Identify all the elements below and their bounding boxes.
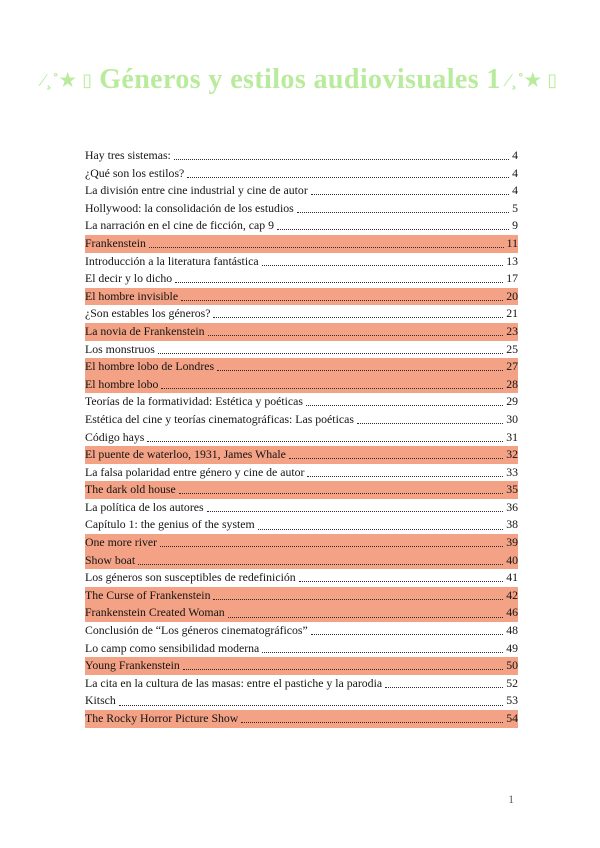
toc-entry[interactable] [85, 165, 518, 183]
toc-entry[interactable] [85, 499, 518, 517]
toc-entry-label: La falsa polaridad entre género y cine de autor [85, 464, 305, 479]
toc-entry-page: 48 [506, 623, 518, 638]
dotted-leader [208, 335, 504, 336]
dotted-leader [149, 247, 504, 248]
toc-entry-page: 32 [506, 447, 518, 462]
toc-entry[interactable] [85, 376, 518, 394]
toc-entry[interactable] [85, 675, 518, 693]
toc-entry-label: El hombre invisible [85, 288, 179, 303]
toc-entry[interactable] [85, 587, 518, 605]
toc-entry-label: ¿Son estables los géneros? [85, 306, 211, 321]
toc-entry-label: Show boat [85, 552, 136, 567]
toc-entry[interactable] [85, 516, 518, 534]
dotted-leader [187, 177, 509, 178]
toc-entry-page: 23 [506, 323, 518, 338]
toc-entry[interactable] [85, 710, 518, 728]
dotted-leader [119, 705, 503, 706]
dotted-leader [262, 265, 504, 266]
dotted-leader [161, 388, 503, 389]
sparkle-decoration-right: ∕¸˚★ ▯ [506, 70, 559, 90]
dotted-leader [174, 159, 509, 160]
dotted-leader [307, 476, 503, 477]
toc-entry-page: 35 [506, 482, 518, 497]
toc-entry-page: 9 [512, 218, 518, 233]
dotted-leader [297, 212, 509, 213]
toc-entry-label: Kitsch [85, 693, 116, 708]
toc-entry-page: 33 [506, 464, 518, 479]
sparkle-decoration-left: ∕¸˚★ ▯ [41, 70, 94, 90]
toc-entry[interactable] [85, 393, 518, 411]
toc-entry[interactable] [85, 147, 518, 165]
toc-entry-label: Frankenstein Created Woman [85, 605, 225, 620]
toc-entry[interactable] [85, 622, 518, 640]
toc-entry-page: 4 [512, 183, 518, 198]
toc-entry-label: The Curse of Frankenstein [85, 587, 211, 602]
toc-entry[interactable] [85, 288, 518, 306]
toc-entry-page: 30 [506, 411, 518, 426]
toc-entry-label: One more river [85, 535, 158, 550]
dotted-leader [311, 634, 503, 635]
toc-entry[interactable] [85, 182, 518, 200]
toc-entry-page: 20 [506, 288, 518, 303]
toc-entry-page: 29 [506, 394, 518, 409]
toc-entry[interactable] [85, 692, 518, 710]
dotted-leader [147, 441, 503, 442]
toc-entry-label: El hombre lobo de Londres [85, 359, 215, 374]
toc-entry[interactable] [85, 446, 518, 464]
toc-entry[interactable] [85, 657, 518, 675]
dotted-leader [181, 300, 503, 301]
toc-entry-page: 39 [506, 535, 518, 550]
dotted-leader [241, 722, 503, 723]
dotted-leader [306, 405, 503, 406]
toc-entry-label: La novia de Frankenstein [85, 323, 205, 338]
toc-entry-label: The dark old house [85, 482, 176, 497]
dotted-leader [299, 581, 504, 582]
page-title-text: Géneros y estilos audiovisuales 1 [99, 64, 501, 95]
toc-entry-page: 46 [506, 605, 518, 620]
toc-entry-page: 40 [506, 552, 518, 567]
toc-entry-label: El decir y lo dicho [85, 271, 173, 286]
dotted-leader [385, 687, 503, 688]
dotted-leader [207, 511, 504, 512]
dotted-leader [213, 317, 503, 318]
toc-entry-page: 11 [506, 235, 518, 250]
dotted-leader [175, 282, 503, 283]
toc-entry-label: Conclusión de “Los géneros cinematográficos” [85, 623, 308, 638]
toc-entry[interactable] [85, 464, 518, 482]
toc-entry-page: 36 [506, 499, 518, 514]
toc-entry-label: Lo camp como sensibilidad moderna [85, 640, 260, 655]
toc-entry-page: 4 [512, 148, 518, 162]
toc-entry-label: Los géneros son susceptibles de redefinición [85, 570, 296, 585]
page-title [0, 64, 600, 96]
toc-entry-label: Young Frankenstein [85, 658, 180, 673]
toc-entry[interactable] [85, 411, 518, 429]
toc-entry-label: Estética del cine y teorías cinematográficas: Las poéticas [85, 411, 354, 426]
dotted-leader [289, 458, 503, 459]
footer-page-number: 1 [508, 794, 514, 806]
toc-entry-page: 49 [506, 640, 518, 655]
toc-entry-label: The Rocky Horror Picture Show [85, 711, 239, 725]
toc-entry[interactable] [85, 569, 518, 587]
toc-entry-label: Teorías de la formatividad: Estética y poéticas [85, 394, 303, 409]
dotted-leader [357, 423, 503, 424]
dotted-leader [217, 370, 503, 371]
toc-entry-page: 42 [506, 587, 518, 602]
toc-entry[interactable] [85, 358, 518, 376]
toc-entry[interactable] [85, 253, 518, 271]
toc-entry[interactable] [85, 640, 518, 658]
toc-entry[interactable] [85, 534, 518, 552]
toc-entry-label: Los monstruos [85, 341, 155, 356]
toc-entry-page: 31 [506, 429, 518, 444]
dotted-leader [262, 652, 503, 653]
toc-entry[interactable] [85, 552, 518, 570]
toc-entry-page: 5 [512, 200, 518, 215]
toc-entry[interactable] [85, 604, 518, 622]
toc-entry-label: La narración en el cine de ficción, cap 9 [85, 218, 274, 233]
toc-entry[interactable] [85, 481, 518, 499]
toc-entry-page: 13 [506, 253, 518, 268]
toc-entry-label: El puente de waterloo, 1931, James Whale [85, 447, 286, 462]
toc-entry-label: La división entre cine industrial y cine de autor [85, 183, 308, 198]
toc-entry-label: La política de los autores [85, 499, 204, 514]
toc-entry-page: 27 [506, 359, 518, 374]
toc-entry-page: 50 [506, 658, 518, 673]
toc-entry[interactable] [85, 200, 518, 218]
dotted-leader [258, 529, 503, 530]
toc-entry-label: La cita en la cultura de las masas: entre el pastiche y la parodia [85, 675, 383, 690]
toc-entry-page: 41 [506, 570, 518, 585]
dotted-leader [138, 564, 503, 565]
dotted-leader [183, 669, 503, 670]
toc-entry-label: Hollywood: la consolidación de los estudios [85, 200, 294, 215]
toc-entry-label: Capítulo 1: the genius of the system [85, 517, 255, 532]
toc-entry-label: Código hays [85, 429, 145, 444]
toc-entry-page: 53 [506, 693, 518, 708]
toc-entry[interactable] [85, 235, 518, 253]
toc-entry-page: 28 [506, 376, 518, 391]
toc-entry[interactable] [85, 341, 518, 359]
toc-entry-label: Introducción a la literatura fantástica [85, 253, 259, 268]
toc-entry[interactable] [85, 323, 518, 341]
toc-entry-label: El hombre lobo [85, 376, 159, 391]
dotted-leader [158, 353, 503, 354]
toc-entry-page: 54 [506, 711, 518, 725]
toc-entry-label: ¿Qué son los estilos? [85, 165, 185, 180]
dotted-leader [213, 599, 503, 600]
toc-entry[interactable] [85, 305, 518, 323]
dotted-leader [179, 493, 503, 494]
toc-entry-page: 52 [506, 675, 518, 690]
dotted-leader [311, 194, 509, 195]
toc-entry-page: 25 [506, 341, 518, 356]
toc-entry-label: Frankenstein [85, 235, 146, 250]
dotted-leader [277, 229, 509, 230]
toc-entry[interactable] [85, 217, 518, 235]
dotted-leader [228, 617, 504, 618]
toc-entry-page: 38 [506, 517, 518, 532]
toc-entry-page: 4 [512, 165, 518, 180]
table-of-contents [85, 147, 518, 728]
dotted-leader [160, 546, 503, 547]
toc-entry[interactable] [85, 429, 518, 447]
toc-entry[interactable] [85, 270, 518, 288]
toc-entry-page: 21 [506, 306, 518, 321]
toc-entry-page: 17 [506, 271, 518, 286]
toc-entry-label: Hay tres sistemas: [85, 148, 171, 162]
